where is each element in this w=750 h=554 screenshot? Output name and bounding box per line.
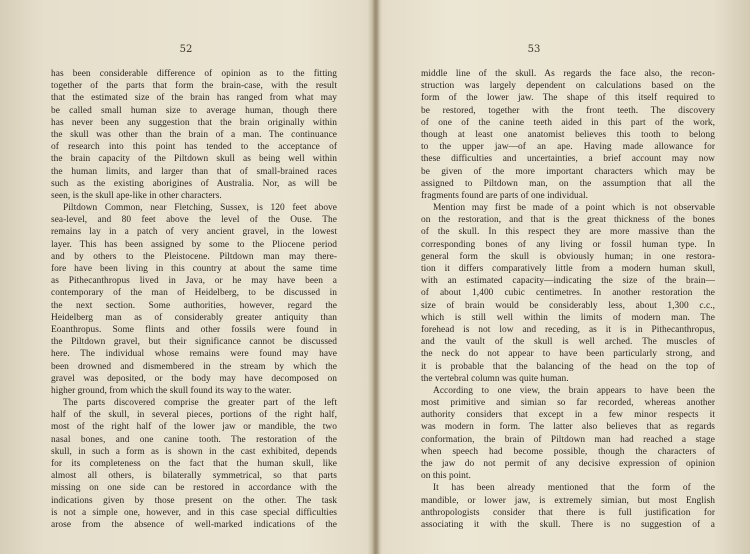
- text-line: these difficulties and uncertainties, a brief account may now: [421, 154, 715, 165]
- text-line: the brain capacity of the Piltdown skull as being well within: [51, 154, 337, 165]
- text-line: which is still well within the limits of modern man. The: [421, 312, 715, 323]
- text-line: of one of the canine teeth aided in this part of the work,: [421, 117, 715, 128]
- text-line: According to one view, the brain appears to have been the: [433, 385, 715, 396]
- page-number-right: 53: [527, 44, 541, 55]
- text-line: fore have been living in this country at about the same time: [51, 264, 337, 274]
- text-line: form of the lower jaw. The shape of this itself required to: [421, 93, 715, 104]
- text-line: to the upper jaw—of an ape. Having made allowance for: [421, 142, 715, 153]
- text-line: and the vault of the skull is well arched. The muscles of: [421, 337, 715, 348]
- text-line: the Piltdown gravel, but their significance cannot be discussed: [51, 337, 337, 348]
- text-line: Piltdown Common, near Fletching, Sussex, is 120 feet above: [63, 203, 337, 214]
- text-line: corresponding bones of any living or fossil human type. In: [421, 239, 715, 250]
- text-line: of research into this point has tended to the acceptance of: [51, 142, 337, 153]
- text-line: remains lay in a patch of very ancient gravel, in the lowest: [51, 227, 337, 238]
- text-line: assigned to Piltdown man, on the assumption that all the: [421, 178, 715, 189]
- text-line: skull, in such a form as is shown in the cast exhibited, depends: [51, 446, 337, 457]
- text-line: seen, is the skull ape-like in other characters.: [51, 190, 222, 201]
- left-page-body-text: [51, 68, 337, 531]
- text-line: for its completeness on the fact that the human skull, like: [51, 459, 337, 469]
- text-line: Heidelberg man as of considerably greater antiquity than: [51, 312, 337, 323]
- text-line: struction was largely dependent on calculations based on the: [421, 81, 715, 92]
- text-line: arose from the absence of well-marked indications of the: [51, 519, 337, 530]
- text-line: sea-level, and 80 feet above the level of the Ouse. The: [51, 215, 337, 226]
- text-line: the jaw do not permit of any decisive expression of opinion: [421, 459, 715, 469]
- page-number-left: 52: [179, 44, 193, 55]
- text-line: middle line of the skull. As regards the face also, the recon-: [421, 69, 715, 79]
- right-page: [376, 0, 750, 554]
- text-line: with an estimated capacity—indicating the size of the brain—: [421, 276, 715, 287]
- left-page: [0, 0, 374, 554]
- text-line: It has been already mentioned that the form of the: [433, 483, 715, 494]
- text-line: it is probable that the balancing of the head on the top of: [421, 361, 715, 372]
- text-line: almost all others, is bilaterally symmetrical, so that parts: [51, 471, 337, 482]
- text-line: here. The individual whose remains were found may have: [51, 349, 337, 360]
- text-line: authority considers that except in a few minor respects it: [421, 410, 715, 421]
- text-line: the human limits, and larger than that of small-brained races: [51, 166, 337, 177]
- text-line: gravel was deposited, or the body may have decomposed on: [51, 373, 337, 384]
- text-line: higher ground, from which the skull found its way to the water.: [51, 385, 292, 396]
- text-line: missing on one side can be restored in accordance with the: [51, 483, 337, 494]
- right-page-body-text: [421, 68, 715, 531]
- text-line: mandible, or lower jaw, is extremely simian, but most English: [421, 495, 715, 506]
- text-line: that the estimated size of the brain has ranged from what may: [51, 93, 337, 104]
- text-line: was modern in form. The latter also believes that as regards: [421, 422, 715, 433]
- text-line: has never been any suggestion that the brain originally within: [51, 117, 337, 128]
- text-line: such as the existing aborigines of Australia. Nor, as will be: [51, 178, 337, 189]
- text-line: though at least one anatomist believes this tooth to belong: [421, 129, 715, 140]
- text-line: the skull was other than the brain of a man. The continuance: [51, 129, 337, 140]
- text-line: contemporary of the man of Heidelberg, to be discussed in: [51, 288, 337, 299]
- text-line: Mention may first be made of a point which is not observable: [433, 203, 715, 214]
- text-line: when speech had become possible, though the characters of: [421, 446, 715, 457]
- text-line: half of the skull, in several pieces, portions of the right half,: [51, 410, 337, 421]
- text-line: conformation, the brain of Piltdown man had reached a stage: [421, 434, 715, 445]
- text-line: The parts discovered comprise the greater part of the left: [63, 398, 337, 409]
- text-line: Eoanthropus. Some flints and other fossils were found in: [51, 324, 337, 335]
- text-line: fragments found are parts of one individual.: [421, 190, 588, 201]
- text-line: associating it with the skull. There is no suggestion of a: [421, 519, 715, 530]
- text-line: the vertebral column was quite human.: [421, 373, 569, 384]
- text-line: has been considerable difference of opinion as to the fitting: [51, 69, 337, 79]
- text-line: general form the skull is obviously human; in one restora-: [421, 251, 715, 262]
- text-line: on the restoration, and that is the great thickness of the bones: [421, 215, 715, 226]
- text-line: most of the right half of the lower jaw or mandible, the two: [51, 422, 337, 433]
- text-line: be restored, together with the front teeth. The discovery: [421, 105, 715, 116]
- text-line: together of the parts that form the brain-case, with the result: [51, 81, 337, 92]
- text-line: indications given by those present on the other. The task: [51, 495, 337, 506]
- text-line: tion it differs comparatively little from a modern human skull,: [421, 264, 715, 274]
- text-line: most primitive and simian so far recorded, whereas another: [421, 398, 715, 409]
- text-line: be given of the more important characters which may be: [421, 166, 715, 177]
- text-line: of about 1,400 cubic centimetres. In another restoration the: [421, 288, 715, 299]
- text-line: be called small human size to average human, though there: [51, 105, 337, 116]
- text-line: on this point.: [421, 471, 471, 482]
- text-line: and by others to the Pleistocene. Piltdown man may there-: [51, 251, 337, 262]
- text-line: nasal bones, and one canine tooth. The restoration of the: [51, 434, 337, 445]
- text-line: anthropologists consider that there is full justification for: [421, 507, 715, 518]
- text-line: is not a simple one, however, and in this case special difficulties: [51, 507, 337, 518]
- text-line: forehead is not low and receding, as it is in Pithecanthropus,: [421, 324, 715, 335]
- text-line: of the skull. In this respect they are more massive than the: [421, 227, 715, 238]
- text-line: size of brain would be considerably less, about 1,300 c.c.,: [421, 300, 715, 311]
- text-line: the neck do not appear to have been particularly strong, and: [421, 349, 715, 360]
- text-line: been drowned and dismembered in the stream by which the: [51, 361, 337, 372]
- text-line: the next section. Some authorities, however, regard the: [51, 300, 337, 311]
- text-line: layer. This has been assigned by some to the Pliocene period: [51, 239, 337, 250]
- text-line: as Pithecanthropus lived in Java, or he may have been a: [51, 276, 337, 287]
